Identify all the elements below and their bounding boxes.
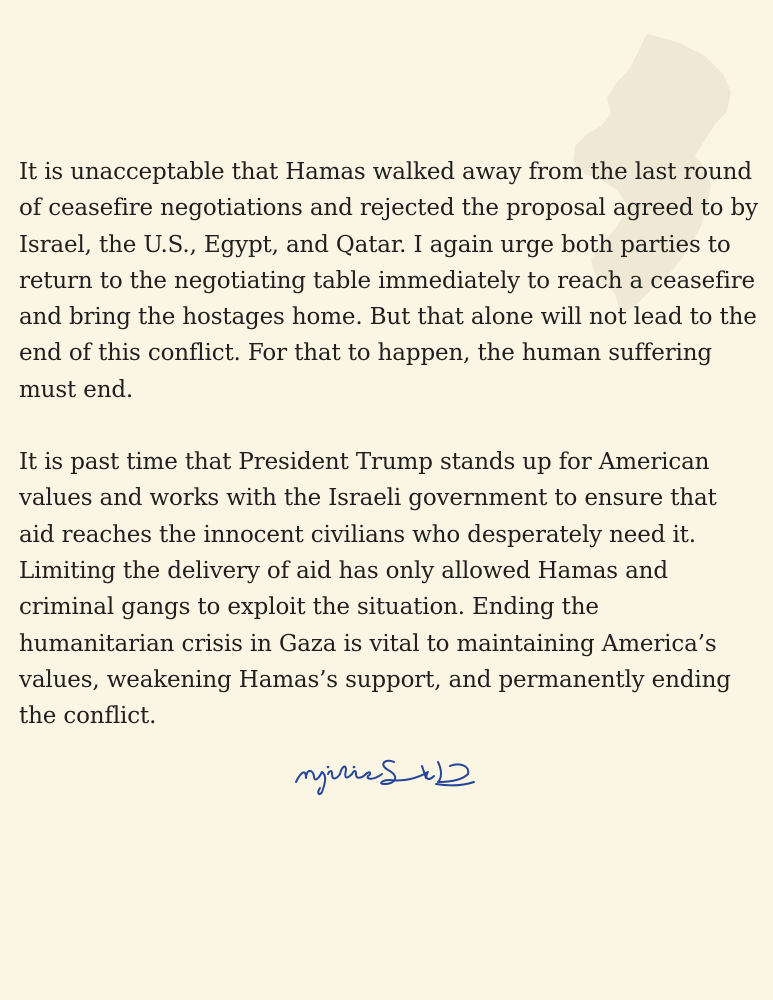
statement-paragraph-2: It is past time that President Trump stands up for American values and works with the Israeli government to ensure that aid reaches the innocent civilians who desperately need it. Limiting the delivery of aid has only allowed Hamas and criminal gangs to exploit the situation. Ending the humanitarian crisis in Gaza is vital to maintaining America’s values, weakening Hamas’s support, and permanently ending the conflict. bbox=[19, 449, 731, 730]
handwritten-signature bbox=[292, 752, 482, 798]
statement-body bbox=[19, 154, 759, 734]
statement-paragraph-1: It is unacceptable that Hamas walked away from the last round of ceasefire negotiations and rejected the proposal agreed to by Israel, the U.S., Egypt, and Qatar. I again urge both parties to return to the negotiating table immediately to reach a ceasefire and bring the hostages home. But that alone will not lead to the end of this conflict. For that to happen, the human suffering must end. bbox=[19, 159, 758, 403]
